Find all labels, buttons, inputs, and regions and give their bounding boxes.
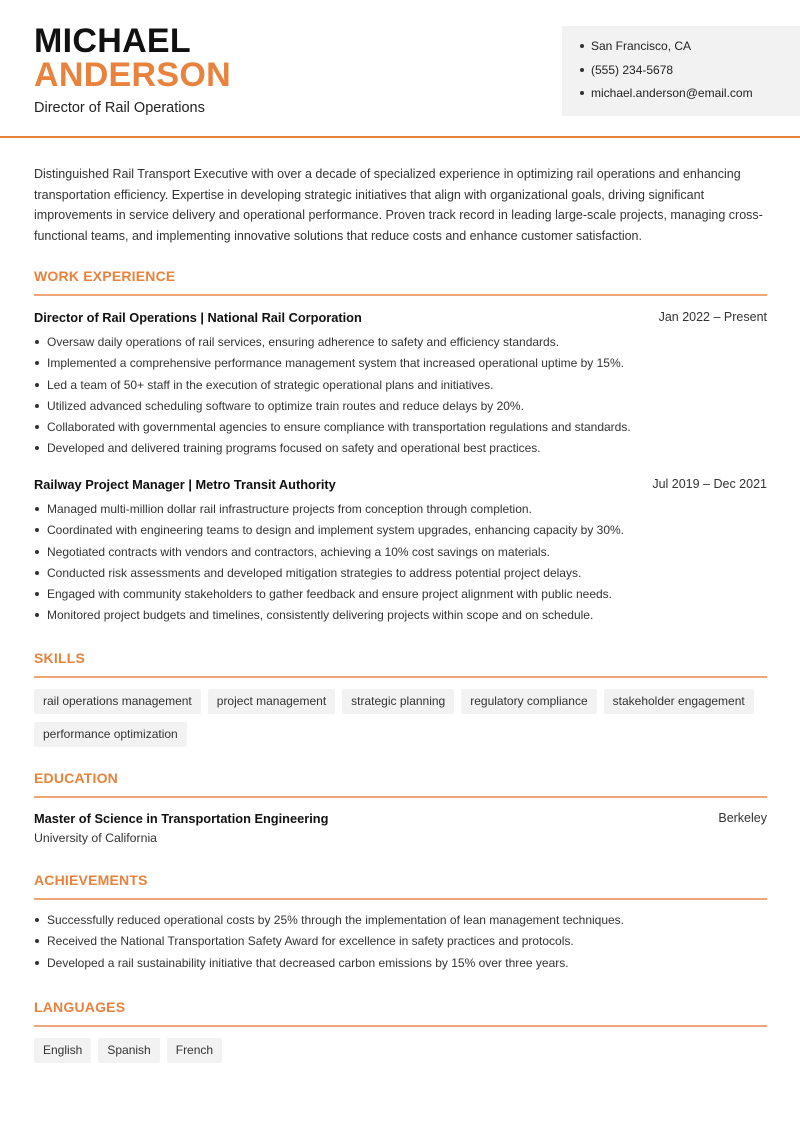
list-item: Developed and delivered training programs focused on safety and operational best practices. — [34, 439, 774, 460]
achievements-list — [34, 911, 774, 975]
job-bullets — [34, 500, 774, 628]
list-item: Managed multi-million dollar rail infrastructure projects from conception through completion. — [34, 500, 774, 521]
bullet-icon — [580, 68, 584, 72]
skill-tag: project management — [208, 689, 335, 714]
job-title: Director of Rail Operations — [34, 100, 205, 116]
education-school: University of California — [34, 831, 158, 845]
list-item: Monitored project budgets and timelines, consistently delivering projects within scope and on schedule. — [34, 606, 774, 627]
contact-location — [580, 37, 782, 61]
languages-list — [34, 1038, 774, 1063]
language-tag: English — [34, 1038, 91, 1063]
skill-tag: stakeholder engagement — [604, 689, 754, 714]
skill-tag: regulatory compliance — [461, 689, 596, 714]
section-title-work-experience: WORK EXPERIENCE — [34, 268, 176, 284]
contact-phone-text: (555) 234-5678 — [591, 62, 674, 77]
first-name: MICHAEL — [34, 22, 191, 60]
contact-box — [562, 26, 800, 116]
contact-email — [580, 84, 782, 108]
language-tag: French — [167, 1038, 222, 1063]
section-divider — [34, 1025, 767, 1027]
skill-tag: strategic planning — [342, 689, 454, 714]
language-tag: Spanish — [98, 1038, 159, 1063]
list-item: Collaborated with governmental agencies to ensure compliance with transportation regulations and standards. — [34, 418, 774, 439]
list-item: Engaged with community stakeholders to gather feedback and ensure project alignment with public needs. — [34, 585, 774, 606]
bullet-icon — [580, 44, 584, 48]
section-divider — [34, 676, 767, 678]
section-divider — [34, 796, 767, 798]
contact-email-text: michael.anderson@email.com — [591, 86, 753, 100]
list-item: Implemented a comprehensive performance management system that increased operational uptime by 15%. — [34, 354, 774, 375]
list-item: Utilized advanced scheduling software to optimize train routes and reduce delays by 20%. — [34, 397, 774, 418]
job-date: Jul 2019 – Dec 2021 — [652, 477, 767, 491]
section-title-education: EDUCATION — [34, 770, 118, 786]
education-degree: Master of Science in Transportation Engineering — [34, 811, 329, 826]
list-item: Conducted risk assessments and developed mitigation strategies to address potential project delays. — [34, 564, 774, 585]
section-title-languages: LANGUAGES — [34, 999, 126, 1015]
list-item: Negotiated contracts with vendors and contractors, achieving a 10% cost savings on materials. — [34, 543, 774, 564]
list-item: Developed a rail sustainability initiative that decreased carbon emissions by 15% over three years. — [34, 954, 774, 975]
contact-phone — [580, 61, 782, 85]
section-title-achievements: ACHIEVEMENTS — [34, 872, 148, 888]
section-divider — [34, 294, 767, 296]
section-divider — [34, 898, 767, 900]
bullet-icon — [580, 91, 584, 95]
education-location: Berkeley — [718, 811, 767, 825]
job-bullets — [34, 333, 774, 461]
list-item: Coordinated with engineering teams to design and implement system upgrades, enhancing capacity by 30%. — [34, 521, 774, 542]
job-heading: Railway Project Manager | Metro Transit Authority — [34, 477, 336, 492]
skill-tag: rail operations management — [34, 689, 201, 714]
professional-summary: Distinguished Rail Transport Executive with over a decade of specialized experience in optimizing rail operations and enhancing transportation efficiency. Expertise in developing strategic initiatives that align with organizational goals, driving significant improvements in service delivery and operational performance. Proven track record in leading large-scale projects, managing cross-functional teams, and implementing innovative solutions that reduce costs and enhance customer satisfaction. — [34, 167, 763, 243]
list-item: Successfully reduced operational costs by 25% through the implementation of lean management techniques. — [34, 911, 774, 932]
skills-list — [34, 689, 774, 747]
last-name: ANDERSON — [34, 56, 231, 94]
job-heading: Director of Rail Operations | National Rail Corporation — [34, 310, 362, 325]
list-item: Received the National Transportation Safety Award for excellence in safety practices and protocols. — [34, 932, 774, 953]
job-date: Jan 2022 – Present — [658, 310, 767, 324]
resume-header — [0, 0, 800, 138]
section-title-skills: SKILLS — [34, 650, 85, 666]
skill-tag: performance optimization — [34, 722, 187, 747]
list-item: Oversaw daily operations of rail services, ensuring adherence to safety and efficiency standards. — [34, 333, 774, 354]
contact-location-text: San Francisco, CA — [591, 39, 692, 53]
list-item: Led a team of 50+ staff in the execution of strategic operational plans and initiatives. — [34, 376, 774, 397]
